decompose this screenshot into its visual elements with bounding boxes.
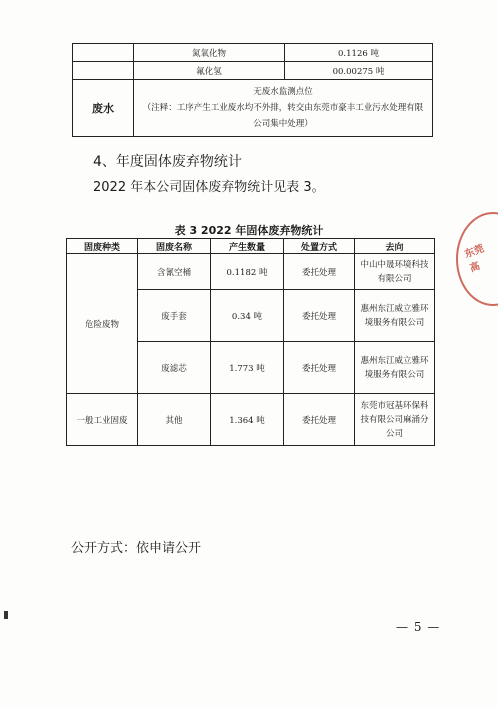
waste-category: 一般工业固废 (67, 394, 138, 446)
pollutant-name: 氟化氢 (134, 62, 285, 80)
table-cell (73, 44, 134, 62)
column-header: 固废名称 (138, 239, 211, 254)
table-row (67, 254, 435, 290)
scan-mark (4, 611, 8, 619)
table-row (67, 394, 435, 446)
wastewater-label: 废水 (73, 80, 134, 137)
waste-name: 废手套 (138, 290, 211, 342)
table-row (73, 44, 433, 62)
wastewater-cell (134, 80, 433, 137)
pollutant-value: 00.00275 吨 (285, 62, 433, 80)
pollutant-name: 氮氧化物 (134, 44, 285, 62)
emission-table (72, 43, 433, 137)
column-header: 产生数量 (211, 239, 284, 254)
table-row (73, 62, 433, 80)
solid-waste-table (66, 238, 435, 446)
wastewater-note: （注释：工序产生工业废水均不外排，转交由东莞市豪丰工业污水处理有限公司集中处理） (142, 103, 424, 129)
destination: 惠州东江威立雅环境服务有限公司 (355, 290, 435, 342)
column-header: 去向 (355, 239, 435, 254)
page-number: — 5 — (396, 620, 441, 634)
waste-name: 其他 (138, 394, 211, 446)
column-header: 处置方式 (284, 239, 355, 254)
waste-quantity: 0.34 吨 (211, 290, 284, 342)
waste-name: 含氰空桶 (138, 254, 211, 290)
waste-category: 危险废物 (67, 254, 138, 394)
disposal-method: 委托处理 (284, 342, 355, 394)
disposal-method: 委托处理 (284, 290, 355, 342)
section-paragraph: 2022 年本公司固体废弃物统计见表 3。 (93, 180, 325, 195)
pollutant-value: 0.1126 吨 (285, 44, 433, 62)
table-caption: 表 3 2022 年固体废弃物统计 (174, 224, 324, 237)
column-header: 固废种类 (67, 239, 138, 254)
waste-quantity: 1.773 吨 (211, 342, 284, 394)
seal-text: 东莞 高 (463, 243, 486, 275)
disposal-method: 委托处理 (284, 394, 355, 446)
waste-quantity: 1.364 吨 (211, 394, 284, 446)
destination: 中山中晟环境科技有限公司 (355, 254, 435, 290)
table-row (73, 80, 433, 137)
table-header-row (67, 239, 435, 254)
waste-quantity: 0.1182 吨 (211, 254, 284, 290)
destination: 惠州东江威立雅环境服务有限公司 (355, 342, 435, 394)
destination: 东莞市冠基环保科技有限公司麻涌分公司 (355, 394, 435, 446)
table-cell (73, 62, 134, 80)
waste-name: 废滤芯 (138, 342, 211, 394)
disclosure-method: 公开方式：依申请公开 (71, 541, 202, 556)
wastewater-title: 无废水监测点位 (253, 87, 313, 97)
disposal-method: 委托处理 (284, 254, 355, 290)
section-heading: 4、年度固体废弃物统计 (93, 154, 242, 170)
